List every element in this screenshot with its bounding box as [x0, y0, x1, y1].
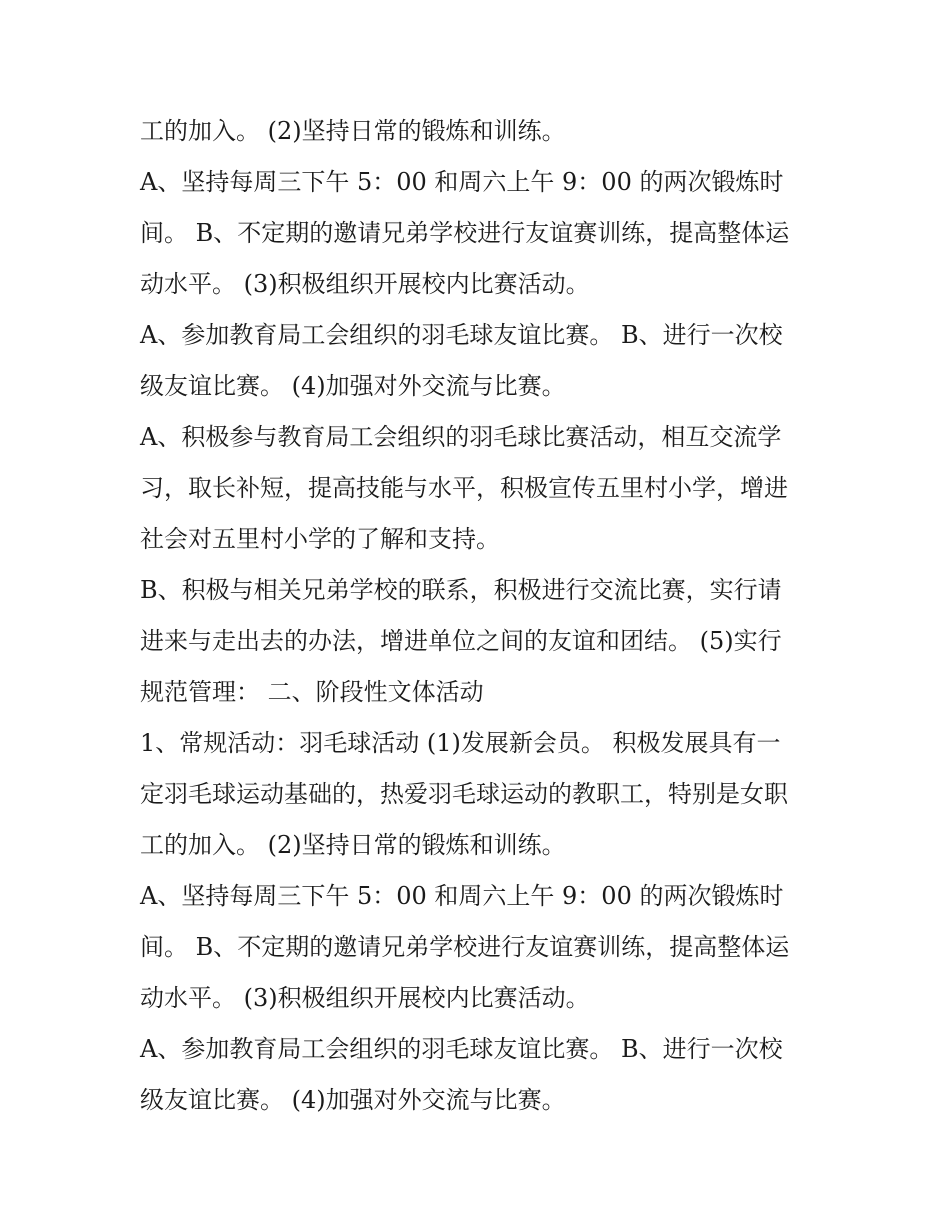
text-line: A、参加教育局工会组织的羽毛球友谊比赛。 B、进行一次校: [140, 321, 783, 349]
text-line: A、坚持每周三下午 5：00 和周六上午 9：00 的两次锻炼时: [140, 168, 784, 196]
text-line: 规范管理： 二、阶段性文体活动: [140, 678, 484, 706]
text-line: A、积极参与教育局工会组织的羽毛球比赛活动，相互交流学: [140, 423, 782, 451]
text-line: 定羽毛球运动基础的，热爱羽毛球运动的教职工，特别是女职: [140, 780, 788, 808]
text-line: 间。 B、不定期的邀请兄弟学校进行友谊赛训练，提高整体运: [140, 933, 790, 961]
text-line: B、积极与相关兄弟学校的联系，积极进行交流比赛，实行请: [140, 576, 782, 604]
text-line: 工的加入。 (2)坚持日常的锻炼和训练。: [140, 831, 566, 859]
text-line: A、参加教育局工会组织的羽毛球友谊比赛。 B、进行一次校: [140, 1035, 783, 1063]
text-line: A、坚持每周三下午 5：00 和周六上午 9：00 的两次锻炼时: [140, 882, 784, 910]
text-line: 1、常规活动：羽毛球活动 (1)发展新会员。 积极发展具有一: [140, 729, 781, 757]
text-line: 级友谊比赛。 (4)加强对外交流与比赛。: [140, 1086, 566, 1114]
text-line: 工的加入。 (2)坚持日常的锻炼和训练。: [140, 117, 566, 145]
text-line: 动水平。 (3)积极组织开展校内比赛活动。: [140, 984, 590, 1012]
text-line: 级友谊比赛。 (4)加强对外交流与比赛。: [140, 372, 566, 400]
document-body: [140, 106, 820, 1126]
text-line: 习，取长补短，提高技能与水平，积极宣传五里村小学，增进: [140, 474, 788, 502]
text-line: 间。 B、不定期的邀请兄弟学校进行友谊赛训练，提高整体运: [140, 219, 790, 247]
text-line: 进来与走出去的办法，增进单位之间的友谊和团结。 (5)实行: [140, 627, 782, 655]
text-line: 动水平。 (3)积极组织开展校内比赛活动。: [140, 270, 590, 298]
text-line: 社会对五里村小学的了解和支持。: [140, 525, 500, 553]
